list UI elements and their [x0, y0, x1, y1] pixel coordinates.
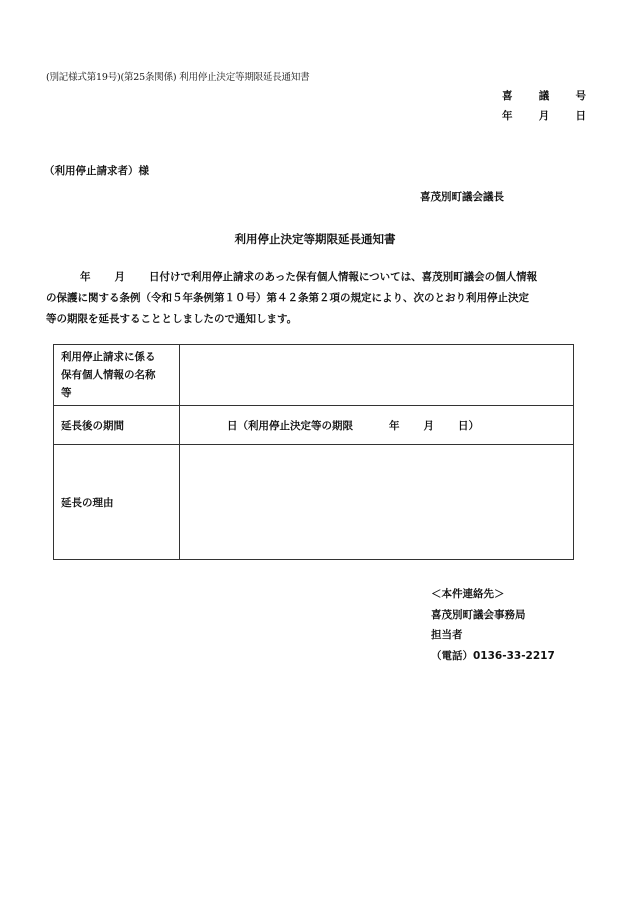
- row3-value-cell: [180, 445, 574, 560]
- period-year: 年: [389, 419, 400, 432]
- date-year: 年: [502, 110, 513, 122]
- details-table: [53, 344, 574, 560]
- body-line-2: の保護に関する条例（令和５年条例第１０号）第４２条第２項の規定により、次のとおり利用停止決定: [46, 292, 529, 304]
- contact-phone: （電話）0136-33-2217: [431, 649, 555, 662]
- contact-person: 担当者: [431, 629, 463, 641]
- addressee: （利用停止請求者）様: [44, 165, 149, 177]
- row1-label: [54, 345, 180, 406]
- row3-label: 延長の理由: [54, 445, 180, 560]
- body-month: 月: [114, 271, 125, 283]
- table-row-extended-period: [54, 406, 574, 445]
- body-line-1: [46, 269, 586, 284]
- document-number: [502, 88, 586, 103]
- row2-label: 延長後の期間: [54, 406, 180, 445]
- row1-value-cell: [180, 345, 574, 406]
- date-day: 日: [575, 110, 586, 122]
- issuer: 喜茂別町議会議長: [420, 191, 504, 203]
- row1-label-line1: 利用停止請求に係る: [61, 351, 156, 363]
- row1-label-line2: 保有個人情報の名称: [61, 369, 156, 381]
- form-reference: (別記様式第19号)(第25条関係) 利用停止決定等期限延長通知書: [46, 72, 310, 83]
- period-day-end: 日）: [458, 419, 479, 432]
- contact-block: [431, 584, 555, 666]
- table-row-info-name: [54, 345, 574, 406]
- date-month: 月: [538, 110, 550, 122]
- body-line-3: 等の期限を延長することとしましたので通知します。: [46, 313, 298, 325]
- table-row-reason: [54, 445, 574, 560]
- body-line-1-text: 日付けで利用停止請求のあった保有個人情報については、喜茂別町議会の個人情報: [149, 271, 538, 283]
- document-title: 利用停止決定等期限延長通知書: [234, 232, 396, 246]
- period-month: 月: [423, 419, 434, 432]
- row2-value-cell: [180, 406, 574, 445]
- period-day-text: 日（利用停止決定等の期限: [227, 419, 353, 432]
- contact-office: 喜茂別町議会事務局: [431, 608, 526, 621]
- contact-heading: ＜本件連絡先＞: [431, 588, 505, 600]
- doc-number-prefix: 喜: [502, 90, 513, 102]
- doc-number-kind: 議: [538, 90, 550, 102]
- body-year: 年: [80, 271, 91, 283]
- doc-number-suffix: 号: [575, 90, 586, 102]
- document-date: [502, 108, 586, 123]
- row1-label-line3: 等: [61, 387, 72, 399]
